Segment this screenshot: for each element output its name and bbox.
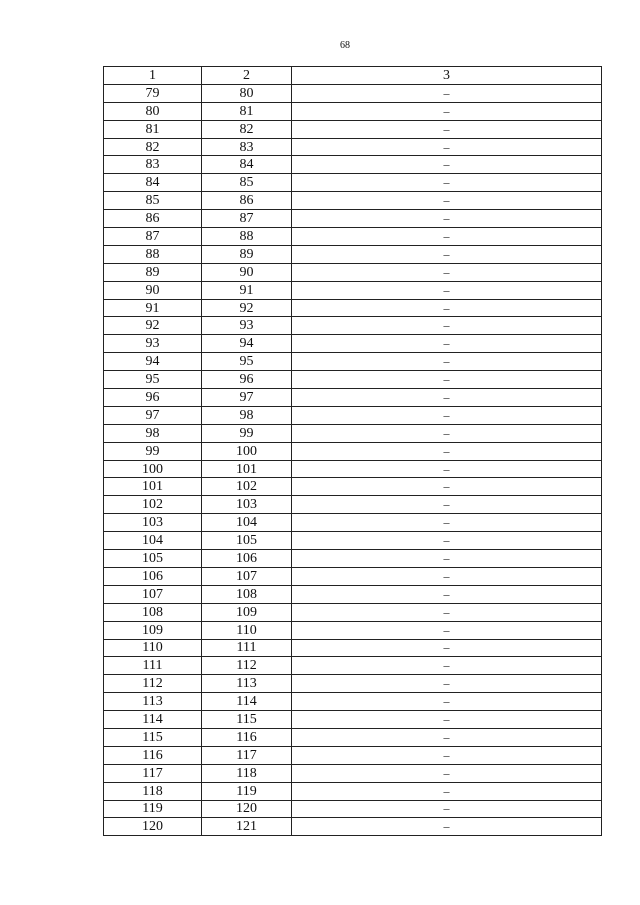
table-cell-col-3: – [292,442,602,460]
table-cell-col-3: – [292,514,602,532]
table-row [104,192,602,210]
table-row [104,299,602,317]
table-cell-col-1: 107 [104,585,202,603]
table-cell-col-2: 120 [202,800,292,818]
table-cell-col-2: 104 [202,514,292,532]
table-cell-col-2: 97 [202,389,292,407]
table-cell-col-1: 98 [104,424,202,442]
table-cell-col-1: 82 [104,138,202,156]
table-cell-col-1: 103 [104,514,202,532]
page-number: 68 [340,40,350,51]
table-cell-col-1: 93 [104,335,202,353]
table-cell-col-3: – [292,639,602,657]
table-row [104,389,602,407]
table-cell-col-1: 97 [104,406,202,424]
table-row [104,764,602,782]
table-cell-col-2: 94 [202,335,292,353]
table-cell-col-2: 111 [202,639,292,657]
table-cell-col-3: – [292,550,602,568]
table-cell-col-2: 114 [202,693,292,711]
table-cell-col-3: – [292,585,602,603]
table-row [104,156,602,174]
table-cell-col-3: – [292,460,602,478]
table-cell-col-3: – [292,138,602,156]
table-cell-col-2: 103 [202,496,292,514]
table-cell-col-2: 119 [202,782,292,800]
table-cell-col-3: – [292,675,602,693]
table-cell-col-2: 100 [202,442,292,460]
column-header-2: 2 [202,67,292,85]
table-cell-col-1: 105 [104,550,202,568]
table-cell-col-2: 82 [202,120,292,138]
table-cell-col-1: 79 [104,84,202,102]
table-row [104,245,602,263]
table-row [104,406,602,424]
table-row [104,478,602,496]
table-cell-col-3: – [292,478,602,496]
table-cell-col-2: 99 [202,424,292,442]
table-cell-col-1: 111 [104,657,202,675]
table-cell-col-2: 107 [202,567,292,585]
table-cell-col-2: 108 [202,585,292,603]
table-cell-col-1: 119 [104,800,202,818]
table-cell-col-1: 118 [104,782,202,800]
table-row [104,174,602,192]
table-cell-col-3: – [292,621,602,639]
table-cell-col-2: 109 [202,603,292,621]
table-cell-col-3: – [292,299,602,317]
table-cell-col-3: – [292,424,602,442]
table-row [104,138,602,156]
table-row [104,442,602,460]
table-row [104,102,602,120]
table-cell-col-3: – [292,532,602,550]
table-cell-col-3: – [292,800,602,818]
table-cell-col-1: 83 [104,156,202,174]
table-cell-col-2: 118 [202,764,292,782]
table-cell-col-1: 90 [104,281,202,299]
table-cell-col-2: 91 [202,281,292,299]
table-cell-col-3: – [292,603,602,621]
table-cell-col-2: 88 [202,228,292,246]
table-row [104,424,602,442]
table-cell-col-3: – [292,120,602,138]
table-cell-col-1: 104 [104,532,202,550]
table-cell-col-1: 106 [104,567,202,585]
table-cell-col-1: 120 [104,818,202,836]
table-cell-col-2: 113 [202,675,292,693]
table-cell-col-3: – [292,406,602,424]
table-cell-col-3: – [292,728,602,746]
table-row [104,657,602,675]
data-table [103,66,602,836]
table-cell-col-2: 115 [202,711,292,729]
table-cell-col-2: 80 [202,84,292,102]
table-row [104,728,602,746]
table-cell-col-1: 89 [104,263,202,281]
table-cell-col-2: 90 [202,263,292,281]
table-cell-col-2: 105 [202,532,292,550]
table-cell-col-3: – [292,693,602,711]
table-cell-col-3: – [292,657,602,675]
table-cell-col-1: 96 [104,389,202,407]
table-cell-col-3: – [292,84,602,102]
table-cell-col-3: – [292,353,602,371]
table-cell-col-3: – [292,192,602,210]
table-row [104,603,602,621]
table-row [104,675,602,693]
table-row [104,263,602,281]
table-cell-col-1: 117 [104,764,202,782]
table-cell-col-3: – [292,389,602,407]
table-cell-col-3: – [292,818,602,836]
table-cell-col-2: 93 [202,317,292,335]
table-row [104,84,602,102]
table-cell-col-1: 109 [104,621,202,639]
table-cell-col-1: 80 [104,102,202,120]
table-row [104,567,602,585]
table-row [104,621,602,639]
table-cell-col-3: – [292,156,602,174]
table-row [104,639,602,657]
table-cell-col-3: – [292,210,602,228]
table-row [104,317,602,335]
table-body [104,84,602,835]
table-cell-col-1: 81 [104,120,202,138]
table-cell-col-2: 121 [202,818,292,836]
table-cell-col-3: – [292,371,602,389]
table-cell-col-2: 92 [202,299,292,317]
table-cell-col-1: 115 [104,728,202,746]
table-cell-col-3: – [292,496,602,514]
table-row [104,693,602,711]
table-header-row [104,67,602,85]
table-cell-col-1: 101 [104,478,202,496]
table-cell-col-2: 95 [202,353,292,371]
table-row [104,514,602,532]
table-cell-col-1: 94 [104,353,202,371]
table-cell-col-1: 113 [104,693,202,711]
table-row [104,281,602,299]
table-cell-col-3: – [292,174,602,192]
table-row [104,496,602,514]
table-cell-col-1: 85 [104,192,202,210]
table-cell-col-2: 81 [202,102,292,120]
table-cell-col-1: 86 [104,210,202,228]
table-cell-col-2: 106 [202,550,292,568]
table-cell-col-1: 99 [104,442,202,460]
table-row [104,460,602,478]
table-cell-col-1: 110 [104,639,202,657]
table-cell-col-3: – [292,764,602,782]
table-cell-col-1: 88 [104,245,202,263]
table-cell-col-1: 114 [104,711,202,729]
table-row [104,210,602,228]
table-row [104,711,602,729]
table-cell-col-3: – [292,746,602,764]
table-cell-col-3: – [292,228,602,246]
table-cell-col-2: 116 [202,728,292,746]
table-row [104,353,602,371]
table-cell-col-2: 84 [202,156,292,174]
table-cell-col-1: 102 [104,496,202,514]
table-cell-col-2: 110 [202,621,292,639]
table-cell-col-3: – [292,711,602,729]
column-header-1: 1 [104,67,202,85]
table-cell-col-1: 100 [104,460,202,478]
table-cell-col-3: – [292,245,602,263]
table-row [104,800,602,818]
table-cell-col-2: 85 [202,174,292,192]
table-row [104,532,602,550]
table-cell-col-3: – [292,263,602,281]
table-cell-col-2: 102 [202,478,292,496]
table-cell-col-2: 83 [202,138,292,156]
table-cell-col-2: 96 [202,371,292,389]
table-row [104,746,602,764]
table-cell-col-2: 98 [202,406,292,424]
table-cell-col-2: 112 [202,657,292,675]
table-cell-col-1: 108 [104,603,202,621]
table-row [104,120,602,138]
table-cell-col-3: – [292,317,602,335]
table-cell-col-1: 95 [104,371,202,389]
table-cell-col-1: 84 [104,174,202,192]
table-row [104,782,602,800]
table-cell-col-2: 89 [202,245,292,263]
table-cell-col-1: 112 [104,675,202,693]
table-cell-col-2: 86 [202,192,292,210]
table-row [104,585,602,603]
table-row [104,550,602,568]
table-cell-col-3: – [292,335,602,353]
table-cell-col-3: – [292,782,602,800]
table-cell-col-2: 117 [202,746,292,764]
column-header-3: 3 [292,67,602,85]
table-row [104,818,602,836]
table-cell-col-2: 101 [202,460,292,478]
table-cell-col-3: – [292,567,602,585]
table-row [104,371,602,389]
table-cell-col-3: – [292,102,602,120]
table-row [104,335,602,353]
table-cell-col-1: 116 [104,746,202,764]
table-cell-col-1: 92 [104,317,202,335]
table-cell-col-3: – [292,281,602,299]
table-row [104,228,602,246]
table-cell-col-2: 87 [202,210,292,228]
table-cell-col-1: 91 [104,299,202,317]
table-cell-col-1: 87 [104,228,202,246]
